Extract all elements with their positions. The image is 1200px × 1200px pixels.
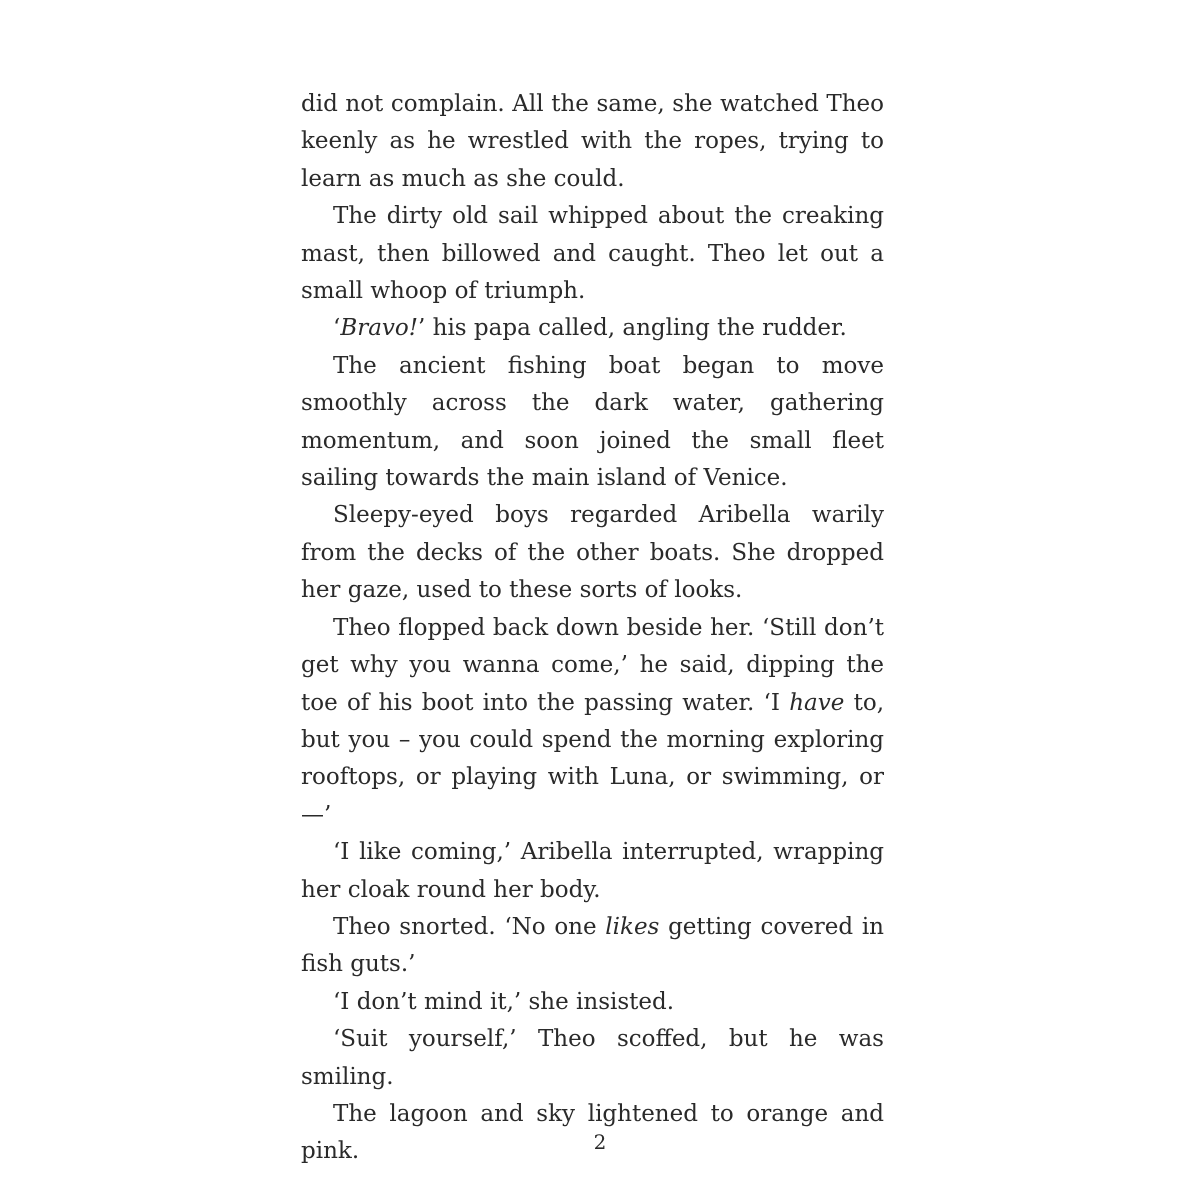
- paragraph: [301, 348, 884, 498]
- paragraph: [301, 834, 884, 909]
- text-run: getting covered in fish guts.’: [301, 913, 884, 978]
- italic-text: Bravo!: [340, 315, 419, 342]
- italic-text: have: [789, 689, 845, 716]
- text-run: The ancient fishing boat began to move smoothly across the dark water, gathering momentum, and soon joined the small fleet sailing towards the main island of Venice.: [301, 352, 884, 492]
- text-run: ‘Suit yourself,’ Theo scoffed, but he was smiling.: [301, 1026, 884, 1090]
- text-run: ‘I like coming,’ Aribella interrupted, wrapping her cloak round her body.: [301, 839, 884, 903]
- paragraph: [301, 310, 884, 347]
- italic-text: likes: [605, 913, 660, 940]
- text-run: The lagoon and sky lightened to orange and pink.: [301, 1100, 884, 1165]
- body-text: [301, 86, 884, 1171]
- page-number: 2: [593, 1130, 607, 1154]
- paragraph: [301, 497, 884, 609]
- text-run: to, but you – you could spend the morning exploring rooftops, or playing with Luna, or swimming, or—’: [301, 689, 885, 828]
- paragraph: [301, 1021, 884, 1096]
- paragraph: [301, 198, 884, 310]
- paragraph: [301, 984, 884, 1021]
- paragraph: [301, 610, 884, 834]
- text-run: ‘I don’t mind it,’ she insisted.: [333, 988, 675, 1015]
- text-run: ’ his papa called, angling the rudder.: [418, 315, 847, 342]
- paragraph: [301, 909, 884, 984]
- paragraph: [301, 86, 884, 198]
- text-run: did not complain. All the same, she watched Theo keenly as he wrestled with the ropes, trying to learn as much as she could.: [301, 91, 884, 192]
- text-run: ‘: [333, 315, 341, 342]
- text-run: Sleepy-eyed boys regarded Aribella warily from the decks of the other boats. She dropped her gaze, used to these sorts of looks.: [301, 502, 884, 604]
- text-run: Theo flopped back down beside her. ‘Still don’t get why you wanna come,’ he said, dipping the toe of his boot into the passing water. ‘I: [301, 614, 884, 716]
- text-run: The dirty old sail whipped about the creaking mast, then billowed and caught. Theo let out a small whoop of triumph.: [301, 203, 884, 305]
- text-run: Theo snorted. ‘No one: [333, 913, 606, 940]
